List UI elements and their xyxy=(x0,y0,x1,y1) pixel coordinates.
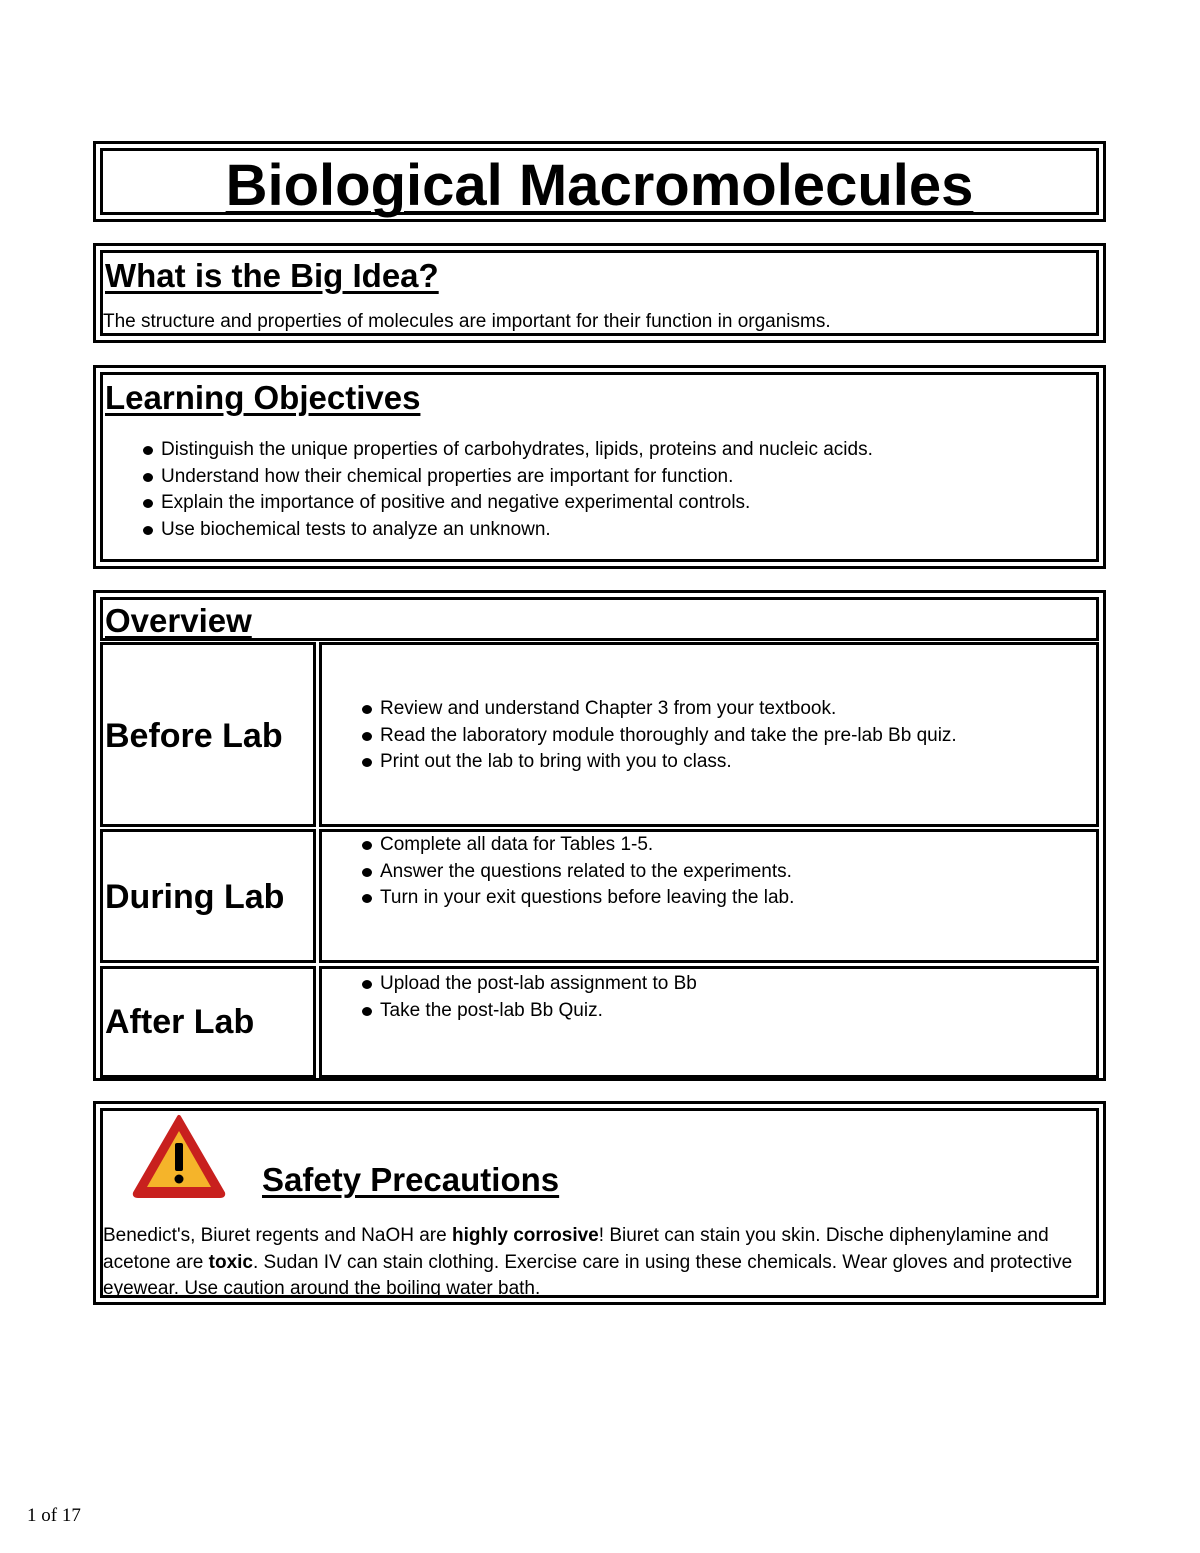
title-inner xyxy=(100,148,1099,218)
during-lab-label-cell xyxy=(100,829,316,963)
warning-triangle-icon xyxy=(131,1113,227,1199)
list-item: Read the laboratory module thoroughly and take the pre-lab Bb quiz. xyxy=(362,723,957,750)
safety-box xyxy=(93,1101,1106,1305)
list-item: Answer the questions related to the experiments. xyxy=(362,859,794,886)
after-lab-label: After Lab xyxy=(105,1003,255,1041)
safety-heading: Safety Precautions xyxy=(262,1161,560,1198)
page-number: 1 of 17 xyxy=(27,1505,81,1526)
list-item: Distinguish the unique properties of carbohydrates, lipids, proteins and nucleic acids. xyxy=(143,437,873,464)
list-item: Use biochemical tests to analyze an unknown. xyxy=(143,517,873,544)
safety-inner xyxy=(100,1108,1099,1298)
before-lab-label-cell xyxy=(100,642,316,827)
list-item: Print out the lab to bring with you to class. xyxy=(362,749,957,776)
list-item: Understand how their chemical properties are important for function. xyxy=(143,464,873,491)
during-lab-list xyxy=(362,832,794,912)
list-item: Complete all data for Tables 1-5. xyxy=(362,832,794,859)
safety-text xyxy=(103,1223,1093,1303)
objectives-heading: Learning Objectives xyxy=(105,379,421,416)
during-lab-label: During Lab xyxy=(105,878,285,916)
big-idea-text: The structure and properties of molecules are important for their function in organisms. xyxy=(103,311,831,332)
list-item: Upload the post-lab assignment to Bb xyxy=(362,971,697,998)
list-item: Take the post-lab Bb Quiz. xyxy=(362,998,697,1025)
overview-header xyxy=(100,597,1099,641)
before-lab-label: Before Lab xyxy=(105,717,283,755)
overview-heading: Overview xyxy=(105,602,252,639)
safety-text-part: . Sudan IV can stain clothing. Exercise care in using these chemicals. Wear gloves and protective eyewear. Use caution around the boiling water bath. xyxy=(103,1251,1073,1299)
page-title: Biological Macromolecules xyxy=(225,153,974,218)
big-idea-box xyxy=(93,243,1106,343)
objectives-box xyxy=(93,365,1106,569)
safety-text-part: ! Biuret can stain you skin. Dische diphenylamine and acetone are xyxy=(103,1225,1049,1273)
after-lab-content-cell xyxy=(319,966,1099,1078)
safety-text-part: Benedict's, Biuret regents and NaOH are xyxy=(103,1225,452,1246)
objectives-inner xyxy=(100,372,1099,562)
big-idea-heading: What is the Big Idea? xyxy=(105,257,439,294)
big-idea-inner xyxy=(100,250,1099,336)
after-lab-list xyxy=(362,971,697,1024)
safety-text-emphasis: toxic xyxy=(208,1251,253,1273)
list-item: Explain the importance of positive and negative experimental controls. xyxy=(143,490,873,517)
list-item: Review and understand Chapter 3 from your textbook. xyxy=(362,696,957,723)
safety-text-emphasis: highly corrosive xyxy=(451,1225,599,1246)
overview-box xyxy=(93,590,1106,1081)
title-box xyxy=(93,141,1106,222)
after-lab-label-cell xyxy=(100,966,316,1078)
before-lab-list xyxy=(362,696,957,776)
during-lab-content-cell xyxy=(319,829,1099,963)
list-item: Turn in your exit questions before leaving the lab. xyxy=(362,885,794,912)
objectives-list xyxy=(143,437,873,543)
before-lab-content-cell xyxy=(319,642,1099,827)
